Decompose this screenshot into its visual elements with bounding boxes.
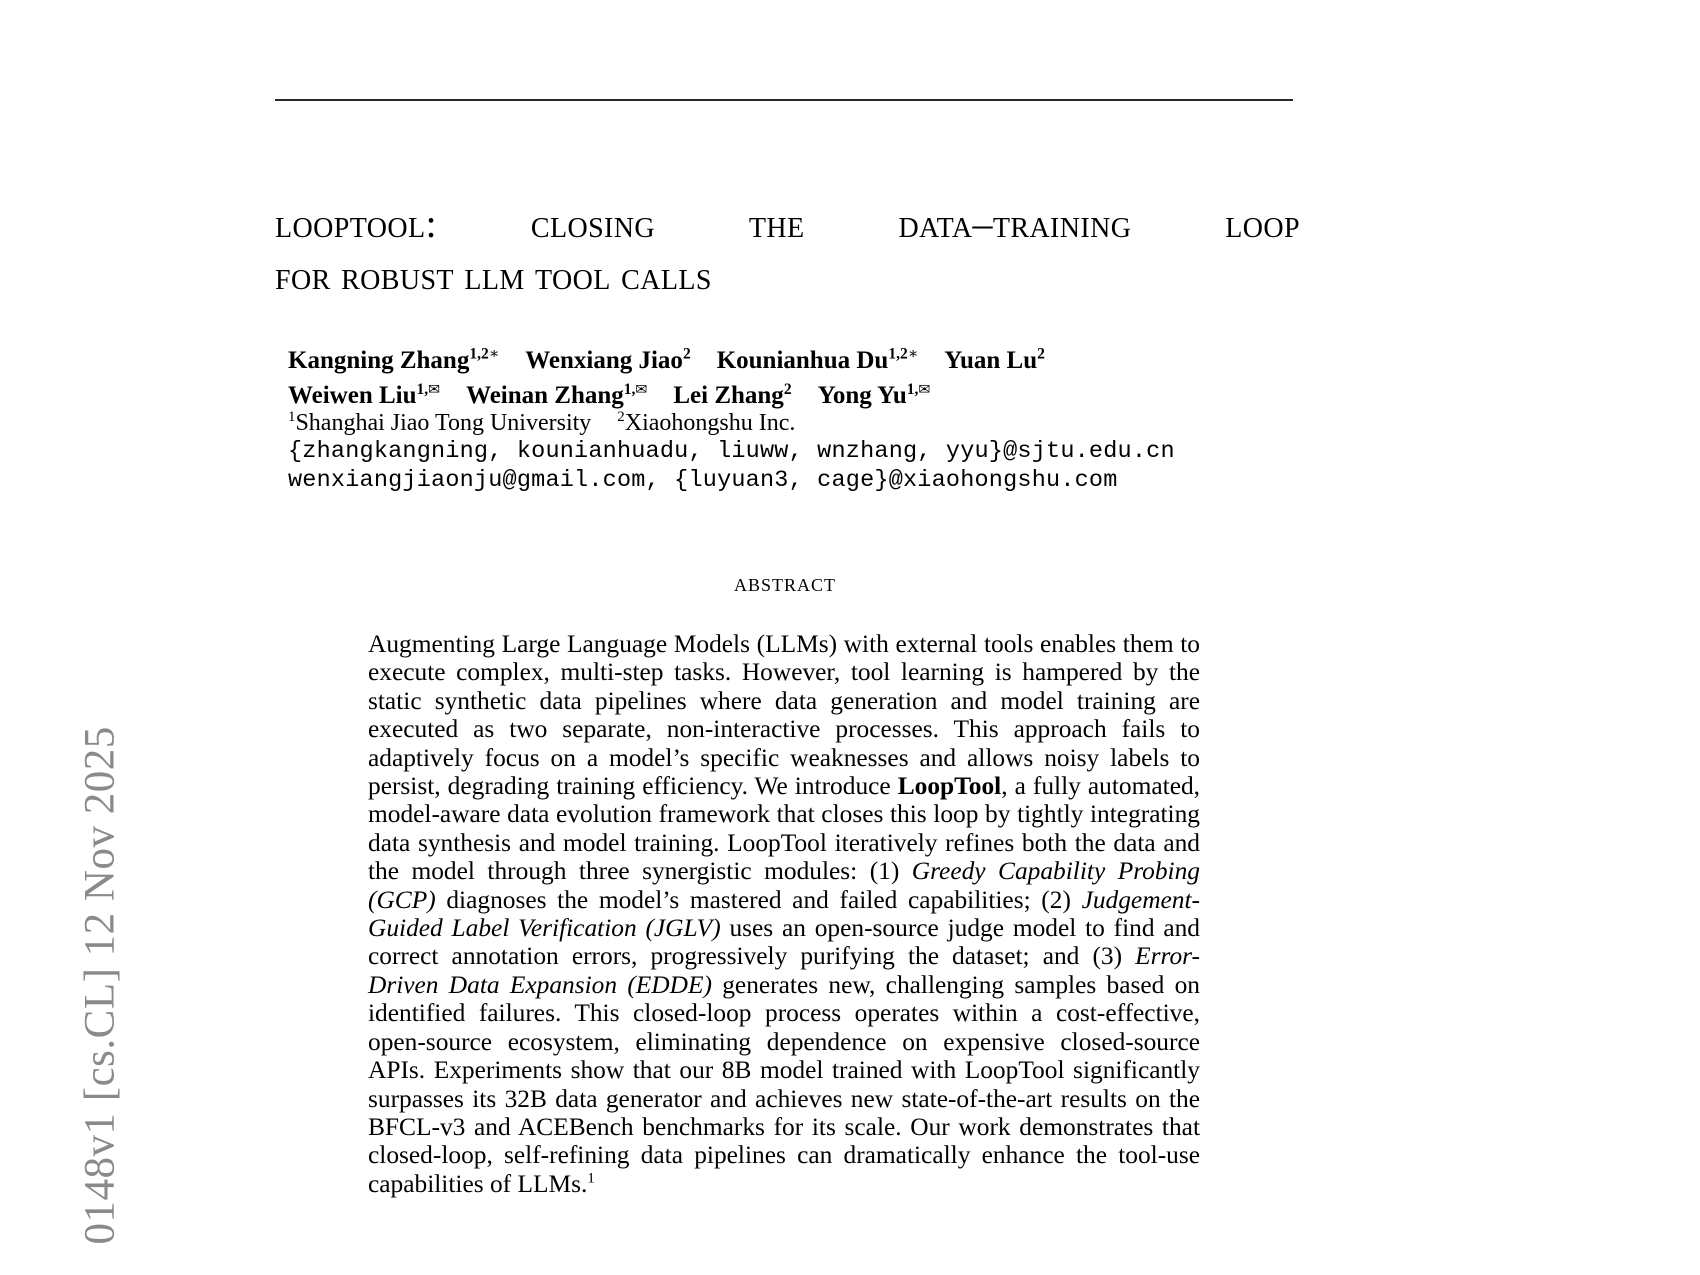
title-line-1: looptool: closing the data–training loop — [275, 201, 1300, 246]
author-affil-sup: 1,2 — [469, 345, 489, 363]
email-line-sjtu: {zhangkangning, kounianhuadu, liuww, wnzhang, yyu}@sjtu.edu.cn — [288, 438, 1175, 465]
author-entry — [288, 347, 499, 374]
author-row-1 — [288, 345, 1298, 377]
author-name: Yong Yu — [817, 382, 907, 409]
author-entry — [818, 382, 931, 409]
envelope-icon: ✉ — [428, 381, 441, 398]
affiliation-sup: 1 — [288, 409, 296, 425]
header-rule — [275, 99, 1293, 101]
abstract-module-jglv: Judgement-Guided Label Verification (JGLV) — [368, 885, 1200, 943]
author-affil-sup: 2 — [682, 345, 691, 363]
arxiv-stamp-text: 0148v1 [cs.CL] 12 Nov 2025 — [76, 726, 124, 1245]
abstract-heading: abstract — [733, 568, 837, 597]
author-affil-sup: 1, — [416, 380, 429, 398]
envelope-icon: ✉ — [918, 381, 931, 398]
author-affil-sup: 1, — [906, 380, 919, 398]
affiliation-name: Xiaohongshu Inc. — [624, 410, 796, 436]
author-name: Lei Zhang — [673, 382, 784, 409]
abstract-segment: generates new, challenging samples based on identified failures. This closed-loop process operates within a cost-effective, open-source ecosystem, eliminating dependence on expensive closed-source APIs. Experiments show that our 8B model trained with LoopTool significantly surpasses its 32B data generator and achieves new state-of-the-art results on the BFCL-v3 and ACEBench benchmarks for its scale. Our work demonstrates that closed-loop, self-refining data pipelines can dramatically enhance the tool-use capabilities of LLMs. — [368, 970, 1200, 1198]
author-affil-sup: 1,2 — [888, 345, 908, 363]
email-block — [288, 437, 1298, 495]
author-entry — [944, 347, 1045, 374]
abstract-module-gcp: Greedy Capability Probing (GCP) — [368, 857, 1200, 914]
abstract-looptool-bold: LoopTool — [897, 772, 1002, 801]
abstract-footnote-marker: 1 — [587, 1169, 595, 1187]
email-line-xiaohongshu: wenxiangjiaonju@gmail.com, {luyuan3, cage}@xiaohongshu.com — [288, 467, 1118, 494]
page-title — [275, 198, 1300, 302]
abstract-module-edde: Error-Driven Data Expansion (EDDE) — [368, 942, 1200, 999]
author-entry — [466, 382, 647, 409]
affiliation-list — [288, 408, 1298, 438]
abstract-segment: diagnoses the model’s mastered and failed capabilities; (2) — [435, 885, 1082, 914]
affiliation-entry — [617, 410, 795, 436]
abstract-segment: uses an open-source judge model to find and correct annotation errors, progressively purifying the dataset; and (3) — [368, 914, 1200, 971]
author-equal-contrib-mark: ∗ — [907, 345, 919, 363]
author-entry — [673, 382, 791, 409]
author-entry — [288, 382, 440, 409]
author-affil-sup: 1, — [623, 380, 636, 398]
author-entry — [717, 347, 919, 374]
author-name: Weinan Zhang — [466, 382, 624, 409]
abstract-segment: , a fully automated, model-aware data evolution framework that closes this loop by tightly integrating data synthesis and model training. LoopTool iteratively refines both the data and the model through three synergistic modules: (1) — [368, 772, 1201, 886]
author-name: Yuan Lu — [944, 347, 1038, 374]
author-name: Kangning Zhang — [288, 347, 470, 374]
author-list — [288, 345, 1298, 412]
author-affil-sup: 2 — [1037, 345, 1045, 363]
author-name: Wenxiang Jiao — [525, 347, 683, 374]
author-equal-contrib-mark: ∗ — [488, 345, 500, 363]
abstract-body — [368, 630, 1200, 1198]
author-name: Kounianhua Du — [716, 347, 889, 374]
author-entry — [525, 347, 690, 374]
arxiv-stamp — [0, 0, 140, 1275]
abstract-segment: Augmenting Large Language Models (LLMs) with external tools enables them to execute complex, multi-step tasks. However, tool learning is hampered by the static synthetic data pipelines where data generation and model training are executed as two separate, non-interactive processes. This approach fails to adaptively focus on a model’s specific weaknesses and allows noisy labels to persist, degrading training efficiency. We introduce — [368, 630, 1200, 801]
affiliation-name: Shanghai Jiao Tong University — [295, 410, 592, 436]
affiliation-sup: 2 — [617, 409, 625, 425]
author-affil-sup: 2 — [783, 380, 792, 398]
envelope-icon: ✉ — [635, 381, 648, 398]
title-line-2: for robust llm tool calls — [275, 253, 712, 298]
affiliation-entry — [288, 410, 591, 436]
author-name: Weiwen Liu — [288, 382, 417, 409]
